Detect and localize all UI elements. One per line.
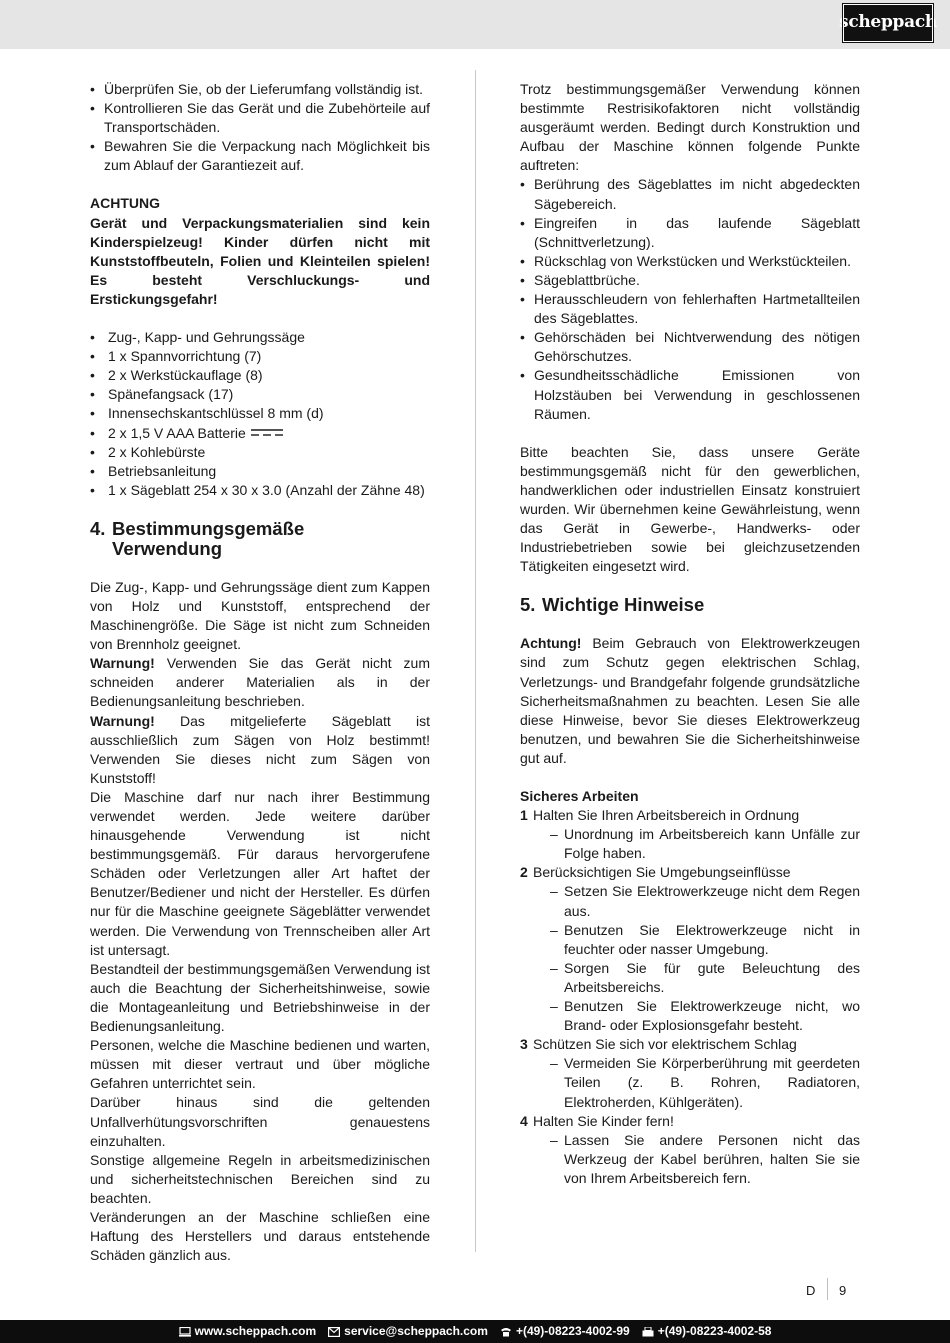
achtung-paragraph: Achtung! Beim Gebrauch von Elektrowerkzeugen sind zum Schutz gegen elektrischen Schlag, Verletzungs- und Brandgefahr folgende grundsätzliche Sicherheitsmaßnahmen zu beachten. Lesen Sie alle diese Hinweise, bevor Sie dieses Elektrowerkzeug benutzen, und bewahren Sie die Sicherheitshinweise gut auf. bbox=[520, 635, 860, 766]
page-language: D bbox=[806, 1283, 816, 1298]
safety-rule: 4 Halten Sie Kinder fern! – Lassen Sie andere Personen nicht das Werkzeug der Kabel berühren, halten Sie sie von Ihrem Arbeitsbereich fern. bbox=[520, 1112, 860, 1188]
list-item: • Zug-, Kapp- und Gehrungssäge bbox=[90, 329, 305, 346]
safety-sub-item: – Sorgen Sie für gute Beleuchtung des Arbeitsbereichs. bbox=[550, 959, 860, 995]
safety-rule: 3 Schützen Sie sich vor elektrischem Schlag – Vermeiden Sie Körperberührung mit geerdeten Teilen (z. B. Rohren, Radiatoren, Elektroherden, Kühlgeräten). bbox=[520, 1035, 860, 1111]
warning-paragraph: Warnung! Verwenden Sie das Gerät nicht zum schneiden anderer Materialien als in der Bedienungsanleitung beschrieben. bbox=[90, 655, 430, 710]
computer-icon bbox=[179, 1327, 191, 1337]
page-number-separator bbox=[827, 1278, 828, 1300]
header-bar bbox=[0, 0, 950, 49]
scope-of-delivery-list bbox=[90, 328, 430, 500]
list-item: • Herausschleudern von fehlerhaften Hartmetallteilen des Sägeblattes. bbox=[520, 291, 860, 327]
commercial-use-note: Bitte beachten Sie, dass unsere Geräte bestimmungsgemäß nicht für den gewerblichen, handwerklichen oder industriellen Einsatz konstruiert wurden. Wir übernehmen keine Gewährleistung, wenn das Gerät in Gewerbe-, Handwerks- oder Industriebetrieben sowie bei gleichzusetzenden Tätigkeiten eingesetzt wird. bbox=[520, 443, 860, 575]
list-item: • Innensechskantschlüssel 8 mm (d) bbox=[90, 405, 324, 422]
fax-icon bbox=[642, 1327, 654, 1337]
list-item: • Überprüfen Sie, ob der Lieferumfang vollständig ist. bbox=[90, 81, 424, 97]
achtung-label: ACHTUNG bbox=[90, 195, 160, 212]
safety-sub-item: – Benutzen Sie Elektrowerkzeuge nicht in feuchter oder nasser Umgebung. bbox=[550, 921, 860, 957]
email-icon bbox=[328, 1327, 340, 1337]
list-item: • Betriebsanleitung bbox=[90, 462, 217, 479]
paragraph: Die Maschine darf nur nach ihrer Bestimmung verwendet werden. Jede weitere darüber hinausgehende Verwendung ist nicht bestimmungsgemäß. Für daraus hervorgerufene Schäden oder Verletzungen aller Art haftet der Benutzer/Bediener und nicht der Hersteller. Es dürfen nur für die Maschine geeignete Sägeblätter verwendet werden. Die Verwendung von Trennscheiben aller Art ist untersagt. bbox=[90, 788, 430, 958]
scheppach-logo: scheppach bbox=[843, 4, 933, 42]
paragraph: Sonstige allgemeine Regeln in arbeitsmedizinischen und sicherheitstechnischen Bereichen sind zu beachten. bbox=[90, 1151, 430, 1206]
dc-symbol-icon bbox=[250, 428, 284, 438]
left-column bbox=[90, 80, 430, 1265]
section-5-heading: 5. Wichtige Hinweise bbox=[520, 594, 705, 616]
paragraph: Personen, welche die Maschine bedienen und warten, müssen mit dieser vertraut und über mögliche Gefahren unterrichtet sein. bbox=[90, 1037, 430, 1092]
list-item: • Berührung des Sägeblattes im nicht abgedeckten Sägebereich. bbox=[520, 176, 860, 212]
safety-sub-item: – Lassen Sie andere Personen nicht das Werkzeug der Kabel berühren, halten Sie sie von Ihrem Arbeitsbereich fern. bbox=[550, 1131, 860, 1186]
list-item: • Bewahren Sie die Verpackung nach Möglichkeit bis zum Ablauf der Garantiezeit auf. bbox=[90, 138, 430, 174]
safety-sub-item: – Unordnung im Arbeitsbereich kann Unfälle zur Folge haben. bbox=[550, 826, 860, 862]
safety-rule: 2 Berücksichtigen Sie Umgebungseinflüsse – Setzen Sie Elektrowerkzeuge nicht dem Regen aus. – Benutzen Sie Elektrowerkzeuge nicht in feuchter oder nasser Umgebung. – Sorgen Sie für gute Beleuchtung des Arbeitsbereichs. – Benutzen Sie Elektrowerkzeuge nicht, wo Brand- oder Explosionsgefahr besteht. bbox=[520, 863, 860, 1035]
paragraph: Bestandteil der bestimmungsgemäßen Verwendung ist auch die Beachtung der Sicherheitshinweise, sowie die Montageanleitung und Betriebshinweise in der Bedienungsanleitung. bbox=[90, 960, 430, 1035]
achtung-warning bbox=[90, 194, 430, 309]
section-4-body bbox=[90, 578, 430, 1265]
paragraph: Veränderungen an der Maschine schließen eine Haftung des Herstellers und daraus entstehende Schäden gänzlich aus. bbox=[90, 1208, 430, 1264]
list-item: • Rückschlag von Werkstücken und Werkstückteilen. bbox=[520, 252, 851, 269]
list-item: • Spänefangsack (17) bbox=[90, 386, 234, 403]
footer-email[interactable]: service@scheppach.com bbox=[328, 1322, 488, 1341]
safety-sub-item: – Setzen Sie Elektrowerkzeuge nicht dem Regen aus. bbox=[550, 883, 860, 919]
paragraph: Die Zug-, Kapp- und Gehrungssäge dient zum Kappen von Holz und Kunststoff, entsprechend der Maschinengröße. Die Säge ist nicht zum Schneiden von Brennholz geeignet. bbox=[90, 578, 430, 653]
warning-paragraph: Warnung! Das mitgelieferte Sägeblatt ist ausschließlich zum Sägen von Holz bestimmt! Verwenden Sie dieses nicht zum Sägen von Kunststoff! bbox=[90, 712, 430, 786]
safety-rules-list bbox=[520, 806, 860, 1188]
list-item: • 2 x Kohlebürste bbox=[90, 443, 206, 460]
list-item: • Gesundheitsschädliche Emissionen von Holzstäuben bei Verwendung in geschlossenen Räumen. bbox=[520, 367, 860, 422]
footer-fax[interactable]: +(49)-08223-4002-58 bbox=[642, 1322, 772, 1341]
safety-sub-item: – Vermeiden Sie Körperberührung mit geerdeten Teilen (z. B. Rohren, Radiatoren, Elektroherden, Kühlgeräten). bbox=[550, 1055, 860, 1110]
list-item: • 2 x Werkstückauflage (8) bbox=[90, 367, 263, 384]
paragraph: Darüber hinaus sind die geltenden Unfallverhütungsvorschriften genauestens einzuhalten. bbox=[90, 1094, 430, 1149]
list-item: • 1 x Spannvorrichtung (7) bbox=[90, 348, 262, 365]
right-column bbox=[520, 80, 860, 1188]
list-item: • Eingreifen in das laufende Sägeblatt (Schnittverletzung). bbox=[520, 214, 860, 250]
safe-working-heading: Sicheres Arbeiten bbox=[520, 788, 639, 804]
list-item: • Kontrollieren Sie das Gerät und die Zubehörteile auf Transportschäden. bbox=[90, 100, 430, 136]
list-item: • Gehörschäden bei Nichtverwendung des nötigen Gehörschutzes. bbox=[520, 329, 860, 365]
phone-icon bbox=[500, 1327, 512, 1337]
intro-bullet-list bbox=[90, 80, 430, 175]
risk-list bbox=[520, 175, 860, 423]
footer-phone[interactable]: +(49)-08223-4002-99 bbox=[500, 1322, 630, 1341]
footer-website[interactable]: www.scheppach.com bbox=[179, 1322, 317, 1341]
list-item: • 2 x 1,5 V AAA Batterie bbox=[90, 424, 430, 443]
achtung-text: Gerät und Verpackungsmaterialien sind kein Kinderspielzeug! Kinder dürfen nicht mit Kunststoffbeuteln, Folien und Kleinteilen spielen! Es besteht Verschluckungs- und Erstickungsgefahr! bbox=[90, 214, 430, 307]
section-4-heading: 4. Bestimmungsgemäße Verwendung bbox=[90, 517, 305, 559]
safety-rule: 1 Halten Sie Ihren Arbeitsbereich in Ordnung – Unordnung im Arbeitsbereich kann Unfälle zur Folge haben. bbox=[520, 806, 860, 863]
list-item: • Sägeblattbrüche. bbox=[520, 271, 640, 288]
list-item: • 1 x Sägeblatt 254 x 30 x 3.0 (Anzahl der Zähne 48) bbox=[90, 481, 425, 498]
safety-sub-item: – Benutzen Sie Elektrowerkzeuge nicht, wo Brand- oder Explosionsgefahr besteht. bbox=[550, 998, 860, 1034]
risk-intro: Trotz bestimmungsgemäßer Verwendung können bestimmte Restrisikofaktoren nicht vollständig ausgeräumt werden. Bedingt durch Konstruktion und Aufbau der Maschine können folgende Punkte auftreten: bbox=[520, 81, 860, 174]
column-divider bbox=[475, 70, 476, 1252]
footer-bar bbox=[0, 1320, 950, 1343]
page-number: 9 bbox=[839, 1283, 847, 1298]
